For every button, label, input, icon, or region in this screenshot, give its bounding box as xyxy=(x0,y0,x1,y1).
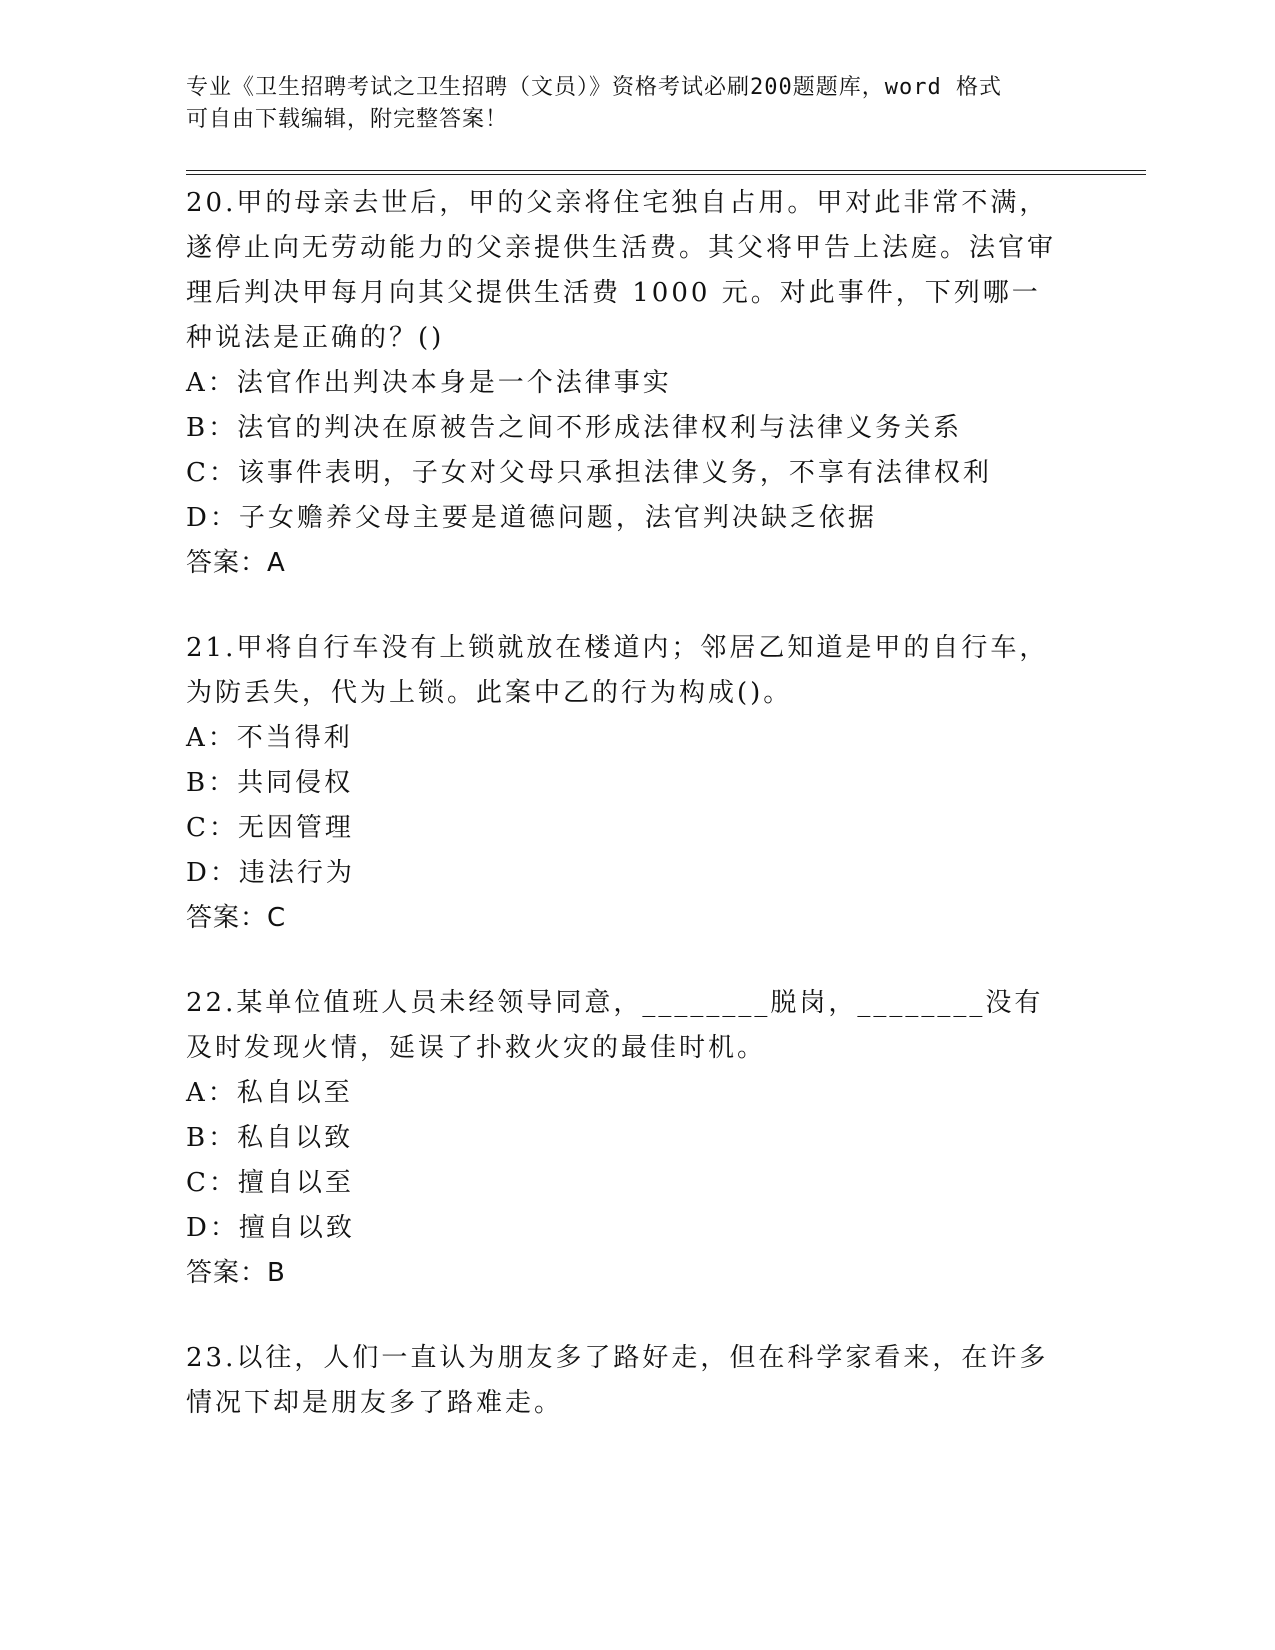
question-22 xyxy=(186,981,1146,1296)
question-list xyxy=(186,181,1146,1426)
option-d: D：违法行为 xyxy=(186,858,355,888)
answer-line: 答案：B xyxy=(186,1258,286,1288)
document-header xyxy=(186,72,1086,136)
option-b: B：私自以致 xyxy=(186,1123,354,1153)
question-stem: 20.甲的母亲去世后，甲的父亲将住宅独自占用。甲对此非常不满，遂停止向无劳动能力的父亲提供生活费。其父将甲告上法庭。法官审理后判决甲每月向其父提供生活费 1000 元。对此事件，下列哪一种说法是正确的？() xyxy=(186,188,1057,353)
option-c: C：无因管理 xyxy=(186,813,354,843)
option-b: B：共同侵权 xyxy=(186,768,354,798)
header-line-2: 可自由下载编辑，附完整答案！ xyxy=(186,107,509,132)
option-c: C：擅自以至 xyxy=(186,1168,354,1198)
header-divider xyxy=(186,170,1146,175)
document-page xyxy=(186,72,1146,1466)
question-stem: 23.以往，人们一直认为朋友多了路好走，但在科学家看来，在许多情况下却是朋友多了路难走。 xyxy=(186,1343,1049,1418)
question-20 xyxy=(186,181,1146,586)
answer-line: 答案：A xyxy=(186,548,286,578)
option-b: B：法官的判决在原被告之间不形成法律权利与法律义务关系 xyxy=(186,413,963,443)
option-a: A：不当得利 xyxy=(186,723,353,753)
header-line-1: 专业《卫生招聘考试之卫生招聘（文员）》资格考试必刷200题题库，word 格式 xyxy=(186,75,1002,100)
question-stem: 21.甲将自行车没有上锁就放在楼道内；邻居乙知道是甲的自行车，为防丢失，代为上锁。此案中乙的行为构成()。 xyxy=(186,633,1049,708)
option-d: D：擅自以致 xyxy=(186,1213,355,1243)
option-c: C：该事件表明，子女对父母只承担法律义务，不享有法律权利 xyxy=(186,458,992,488)
option-a: A：私自以至 xyxy=(186,1078,353,1108)
option-a: A：法官作出判决本身是一个法律事实 xyxy=(186,368,672,398)
option-d: D：子女赡养父母主要是道德问题，法官判决缺乏依据 xyxy=(186,503,877,533)
question-23 xyxy=(186,1336,1146,1426)
question-stem: 22.某单位值班人员未经领导同意，________脱岗，________没有及时发现火情，延误了扑救火灾的最佳时机。 xyxy=(186,988,1044,1063)
question-21 xyxy=(186,626,1146,941)
answer-line: 答案：C xyxy=(186,903,287,933)
